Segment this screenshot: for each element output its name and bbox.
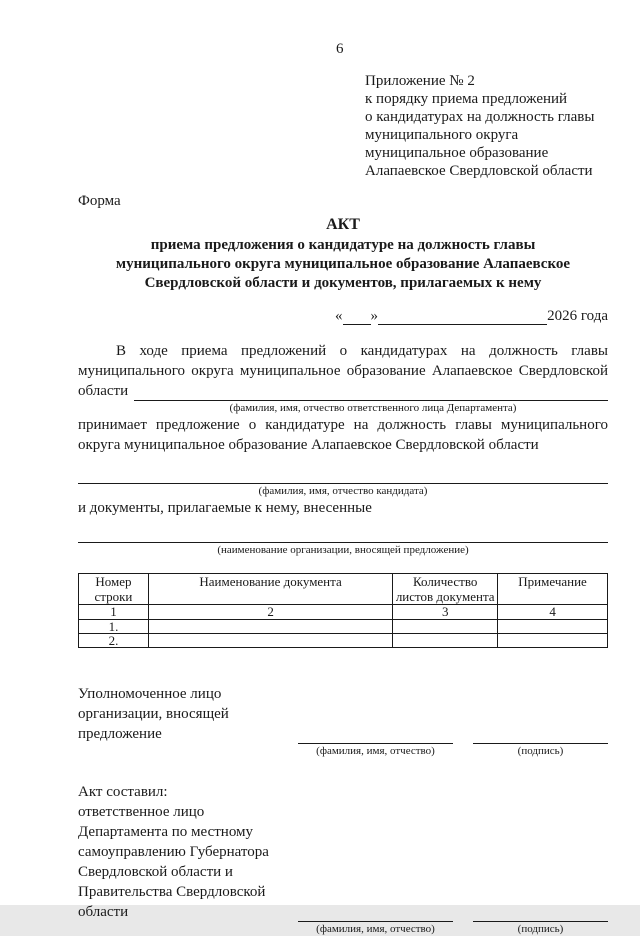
signature-sign-line xyxy=(473,903,608,935)
paragraph-line: В ходе приема предложений о кандидатурах на должность главы xyxy=(116,343,608,359)
signature-label-line: ответственное лицо xyxy=(78,804,205,820)
candidate-name-blank xyxy=(78,468,608,484)
signature-label-line: Департамента по местному xyxy=(78,824,254,840)
appendix-line: Приложение № 2 xyxy=(365,73,475,89)
signature-label-line: Правительства Свердловской xyxy=(78,884,266,900)
date-quote-open: « xyxy=(335,308,343,324)
table-column-number-row xyxy=(79,605,608,620)
field-caption-department: (фамилия, имя, отчество ответственного лица Департамента) xyxy=(229,402,517,414)
signature-name-caption: (фамилия, имя, отчество) xyxy=(316,745,435,757)
table-header-row-number: Номер строки xyxy=(79,574,149,605)
documents-table xyxy=(78,573,608,648)
act-subtitle-line: муниципального округа муниципальное образование Алапаевское xyxy=(115,256,571,272)
act-subtitle-line: приема предложения о кандидатуре на должность главы xyxy=(150,237,536,253)
date-day-blank xyxy=(343,324,371,325)
signature-label-line: организации, вносящей xyxy=(78,706,229,722)
signature-block-authorized-person xyxy=(78,684,608,757)
body-paragraph-1 xyxy=(78,341,608,401)
paragraph-line: принимает предложение о кандидатуре на должность главы муниципального xyxy=(78,417,608,433)
signature-label-line: предложение xyxy=(78,726,162,742)
signature-name-line xyxy=(298,725,453,757)
paragraph-line: муниципального округа муниципальное образование Алапаевское Свердловской xyxy=(78,363,608,379)
act-subtitle-line: Свердловской области и документов, прилагаемых к нему xyxy=(144,275,542,291)
field-caption-candidate: (фамилия, имя, отчество кандидата) xyxy=(258,485,428,497)
row-number-cell: 2. xyxy=(79,634,149,648)
note-cell xyxy=(498,634,608,648)
table-header-note: Примечание xyxy=(498,574,608,605)
signature-sign-caption: (подпись) xyxy=(517,745,564,757)
table-row xyxy=(79,620,608,634)
document-name-cell xyxy=(148,634,392,648)
appendix-line: муниципального округа xyxy=(365,127,519,143)
signature-label-line: Акт составил: xyxy=(78,784,168,800)
signature-label-line: области xyxy=(78,904,129,920)
act-subtitle xyxy=(78,236,608,293)
document-name-cell xyxy=(148,620,392,634)
appendix-note xyxy=(365,72,608,180)
date-year: 2026 года xyxy=(547,308,608,324)
signature-label-line: Свердловской области и xyxy=(78,864,233,880)
appendix-line: муниципальное образование xyxy=(365,145,549,161)
paragraph-line-with-blank xyxy=(78,381,608,401)
signature-sign-caption: (подпись) xyxy=(517,923,564,935)
table-row xyxy=(79,634,608,648)
responsible-person-blank xyxy=(134,384,608,401)
sheet-count-cell xyxy=(393,620,498,634)
act-title: АКТ xyxy=(326,216,360,233)
column-number-cell: 1 xyxy=(79,605,149,620)
sheet-count-cell xyxy=(393,634,498,648)
signature-sign-line xyxy=(473,725,608,757)
page-number: 6 xyxy=(336,41,344,57)
signature-name-line xyxy=(298,903,453,935)
field-caption-organization: (наименование организации, вносящей предложение) xyxy=(217,544,469,556)
date-line xyxy=(335,307,608,325)
column-number-cell: 2 xyxy=(148,605,392,620)
signature-name-caption: (фамилия, имя, отчество) xyxy=(316,923,435,935)
appendix-line: о кандидатурах на должность главы xyxy=(365,109,595,125)
signature-block-act-author xyxy=(78,782,608,935)
signature-label xyxy=(78,684,298,744)
column-number-cell: 3 xyxy=(393,605,498,620)
signature-label-line: Уполномоченное лицо xyxy=(78,686,222,702)
note-cell xyxy=(498,620,608,634)
form-label: Форма xyxy=(78,193,121,209)
table-header-document-name: Наименование документа xyxy=(148,574,392,605)
date-quote-close: » xyxy=(370,308,378,324)
date-month-blank xyxy=(378,324,547,325)
column-number-cell: 4 xyxy=(498,605,608,620)
appendix-line: Алапаевское Свердловской области xyxy=(365,163,593,179)
body-paragraph-3: и документы, прилагаемые к нему, внесенные xyxy=(78,500,372,516)
signature-label xyxy=(78,782,298,922)
organization-name-blank xyxy=(78,527,608,543)
body-paragraph-2 xyxy=(78,415,608,455)
table-header-row xyxy=(79,574,608,605)
row-number-cell: 1. xyxy=(79,620,149,634)
appendix-line: к порядку приема предложений xyxy=(365,91,568,107)
paragraph-line: округа муниципальное образование Алапаевское Свердловской области xyxy=(78,437,539,453)
paragraph-line: области xyxy=(78,383,129,399)
table-header-sheet-count: Количество листов документа xyxy=(393,574,498,605)
signature-label-line: самоуправлению Губернатора xyxy=(78,844,269,860)
